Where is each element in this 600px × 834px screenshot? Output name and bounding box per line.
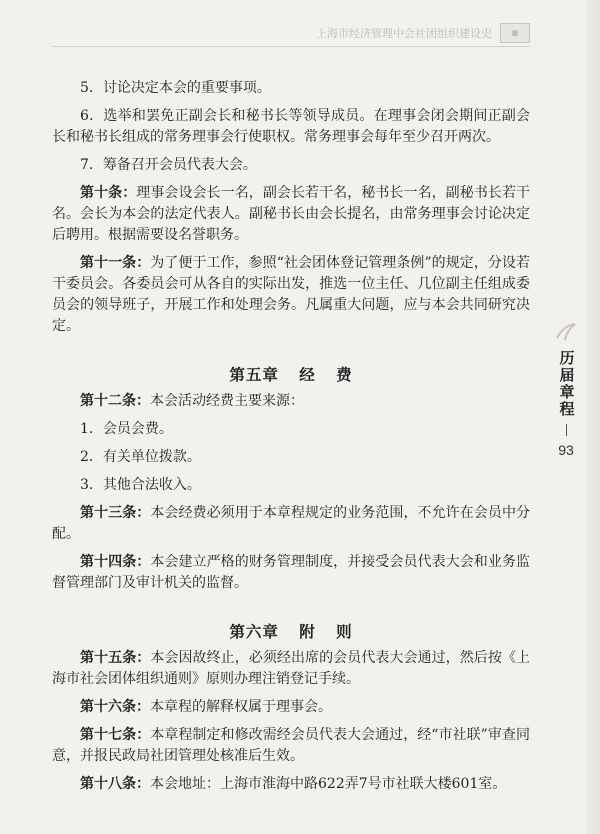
article-number: 第十一条： — [80, 255, 151, 271]
article-text: 7．筹备召开会员代表大会。 — [80, 157, 257, 173]
chapter-five-heading: 第五章 经 费 — [229, 365, 353, 384]
header-divider — [52, 46, 530, 47]
article-number: 第十三条： — [80, 505, 151, 521]
header-logo-icon: ▦ — [500, 23, 530, 43]
article-paragraph — [52, 774, 530, 795]
article-number: 第十五条： — [80, 650, 151, 666]
brush-ornament-icon — [553, 320, 579, 344]
article-paragraph — [52, 648, 530, 690]
side-tab-divider — [566, 424, 567, 436]
article-number: 第十七条： — [80, 727, 151, 743]
section-council-articles — [52, 78, 530, 337]
page-number: 93 — [558, 442, 574, 458]
article-text: 本会活动经费主要来源： — [150, 393, 304, 409]
article-paragraph — [52, 475, 530, 496]
article-text: 本会因故终止，必须经出席的会员代表大会通过，然后按《上海市社会团体组织通则》原则办理注销登记手续。 — [52, 650, 531, 687]
article-text: 本会经费必须用于本章程规定的业务范围，不允许在会员中分配。 — [52, 505, 531, 542]
document-body — [52, 78, 530, 802]
article-paragraph — [52, 697, 530, 718]
article-text: 6．选举和罢免正副会长和秘书长等领导成员。在理事会闭会期间正副会长和秘书长组成的常务理事会行使职权。常务理事会每年至少召开两次。 — [52, 108, 530, 145]
side-tab — [543, 320, 589, 458]
article-number: 第十四条： — [80, 554, 151, 570]
article-text: 为了便于工作，参照“社会团体登记管理条例”的规定，分设若干委员会。各委员会可从各自的实际出发，推选一位主任、几位副主任组成委员会的领导班子，开展工作和处理会务。凡属重大问题，应与本会共同研究决定。 — [52, 255, 530, 334]
article-text: 2．有关单位拨款。 — [80, 449, 201, 465]
article-paragraph — [52, 253, 530, 337]
header-title: 上海市经济管理中会社团组织建设史 — [316, 28, 492, 40]
article-text: 1．会员会费。 — [80, 421, 173, 437]
article-paragraph — [52, 78, 530, 99]
page-edge-shadow — [586, 0, 600, 834]
article-paragraph — [52, 419, 530, 440]
article-text: 本会地址：上海市淮海中路622弄7号市社联大楼601室。 — [150, 776, 507, 792]
article-paragraph — [52, 503, 530, 545]
chapter-six-heading: 第六章 附 则 — [229, 622, 353, 641]
article-paragraph — [52, 447, 530, 468]
article-number: 第十八条： — [80, 776, 150, 792]
article-text: 本章程的解释权属于理事会。 — [150, 699, 332, 715]
article-number: 第十条： — [80, 185, 137, 201]
running-header — [0, 22, 530, 44]
article-number: 第十六条： — [80, 699, 150, 715]
article-paragraph — [52, 725, 530, 767]
article-number: 第十二条： — [80, 393, 150, 409]
article-text: 3．其他合法收入。 — [80, 477, 201, 493]
article-text: 本会建立严格的财务管理制度，并接受会员代表大会和业务监督管理部门及审计机关的监督。 — [52, 554, 531, 591]
article-paragraph — [52, 155, 530, 176]
article-paragraph — [52, 106, 530, 148]
article-text: 本章程制定和修改需经会员代表大会通过，经“市社联”审查同意，并报民政局社团管理处核准后生效。 — [52, 727, 530, 764]
article-text: 5．讨论决定本会的重要事项。 — [80, 80, 271, 96]
article-text: 理事会设会长一名，副会长若干名，秘书长一名，副秘书长若干名。会长为本会的法定代表人。副秘书长由会长提名，由常务理事会讨论决定后聘用。根据需要设名誉职务。 — [52, 185, 531, 243]
section-chapter-six — [52, 648, 530, 795]
article-paragraph — [52, 183, 530, 246]
article-paragraph — [52, 552, 530, 594]
section-chapter-five — [52, 391, 530, 594]
article-paragraph — [52, 391, 530, 412]
side-tab-title: 历届章程 — [557, 350, 575, 418]
